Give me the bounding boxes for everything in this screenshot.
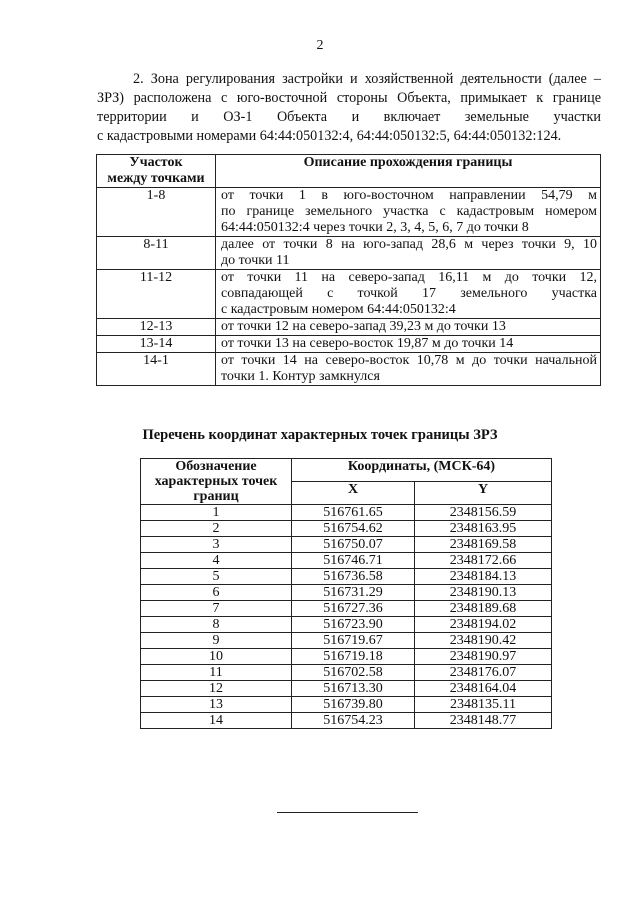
y-coordinate-cell: 2348164.04 bbox=[415, 681, 552, 697]
description-header: Описание прохождения границы bbox=[216, 155, 601, 188]
y-coordinate-cell: 2348148.77 bbox=[415, 713, 552, 729]
table-row bbox=[141, 553, 552, 569]
x-coordinate-cell: 516702.58 bbox=[292, 665, 415, 681]
point-number-cell: 9 bbox=[141, 633, 292, 649]
paragraph-line: 2. Зона регулирования застройки и хозяйственной деятельности (далее – bbox=[133, 71, 601, 87]
x-coordinate-cell: 516761.65 bbox=[292, 505, 415, 521]
point-number-cell: 13 bbox=[141, 697, 292, 713]
table-row bbox=[141, 521, 552, 537]
boundary-description-table bbox=[96, 154, 601, 386]
segment-cell: 8-11 bbox=[97, 237, 216, 270]
description-cell bbox=[216, 188, 601, 237]
point-number-cell: 14 bbox=[141, 713, 292, 729]
y-coordinate-cell: 2348190.13 bbox=[415, 585, 552, 601]
segment-cell: 12-13 bbox=[97, 319, 216, 336]
table-row bbox=[97, 336, 601, 353]
y-coordinate-cell: 2348156.59 bbox=[415, 505, 552, 521]
point-designation-header bbox=[141, 459, 292, 505]
description-cell bbox=[216, 319, 601, 336]
footer-rule bbox=[277, 812, 418, 813]
segment-cell: 1-8 bbox=[97, 188, 216, 237]
coordinates-table bbox=[140, 458, 552, 729]
description-line: по границе земельного участка с кадастровым номером bbox=[221, 204, 597, 219]
point-header-line: Обозначение bbox=[175, 459, 257, 474]
segment-cell: 14-1 bbox=[97, 353, 216, 386]
x-coordinate-cell: 516736.58 bbox=[292, 569, 415, 585]
point-number-cell: 4 bbox=[141, 553, 292, 569]
table-row bbox=[141, 665, 552, 681]
y-coordinate-cell: 2348184.13 bbox=[415, 569, 552, 585]
table-row bbox=[141, 585, 552, 601]
x-coordinate-cell: 516754.23 bbox=[292, 713, 415, 729]
table-row bbox=[141, 505, 552, 521]
point-header-line: характерных точек bbox=[154, 474, 278, 489]
table-row bbox=[97, 188, 601, 237]
paragraph-line: с кадастровыми номерами 64:44:050132:4, 64:44:050132:5, 64:44:050132:124. bbox=[97, 128, 562, 144]
segment-cell: 13-14 bbox=[97, 336, 216, 353]
description-line: далее от точки 8 на юго-запад 28,6 м через точки 9, 10 bbox=[221, 237, 597, 252]
segment-header-line: Участок bbox=[129, 155, 183, 170]
x-coordinate-cell: 516723.90 bbox=[292, 617, 415, 633]
table-row bbox=[141, 537, 552, 553]
point-number-cell: 1 bbox=[141, 505, 292, 521]
point-number-cell: 2 bbox=[141, 521, 292, 537]
point-number-cell: 8 bbox=[141, 617, 292, 633]
description-line: от точки 13 на северо-восток 19,87 м до точки 14 bbox=[221, 336, 514, 351]
description-cell bbox=[216, 336, 601, 353]
description-line: 64:44:050132:4 через точки 2, 3, 4, 5, 6, 7 до точки 8 bbox=[221, 220, 529, 235]
table-row bbox=[141, 617, 552, 633]
y-coordinate-cell: 2348169.58 bbox=[415, 537, 552, 553]
description-line: до точки 11 bbox=[221, 253, 290, 268]
table-row bbox=[141, 681, 552, 697]
description-cell bbox=[216, 237, 601, 270]
description-cell bbox=[216, 270, 601, 319]
table-row bbox=[141, 601, 552, 617]
segment-header-line: между точками bbox=[107, 171, 205, 186]
y-coordinate-cell: 2348190.42 bbox=[415, 633, 552, 649]
x-coordinate-cell: 516719.67 bbox=[292, 633, 415, 649]
y-coordinate-cell: 2348189.68 bbox=[415, 601, 552, 617]
y-coordinate-cell: 2348172.66 bbox=[415, 553, 552, 569]
x-coordinate-cell: 516754.62 bbox=[292, 521, 415, 537]
segment-header bbox=[97, 155, 216, 188]
description-line: от точки 14 на северо-восток 10,78 м до точки начальной bbox=[221, 353, 597, 368]
zone-description-paragraph bbox=[97, 70, 601, 146]
x-coordinate-cell: 516713.30 bbox=[292, 681, 415, 697]
table-row bbox=[141, 713, 552, 729]
table-row bbox=[141, 633, 552, 649]
description-line: с кадастровым номером 64:44:050132:4 bbox=[221, 302, 456, 317]
description-line: от точки 12 на северо-запад 39,23 м до точки 13 bbox=[221, 319, 506, 334]
description-cell bbox=[216, 353, 601, 386]
y-coordinate-cell: 2348163.95 bbox=[415, 521, 552, 537]
y-coordinate-cell: 2348190.97 bbox=[415, 649, 552, 665]
table-row bbox=[141, 697, 552, 713]
paragraph-line: территории и ОЗ-1 Объекта и включает земельные участки bbox=[97, 109, 601, 125]
point-number-cell: 5 bbox=[141, 569, 292, 585]
point-number-cell: 6 bbox=[141, 585, 292, 601]
point-number-cell: 7 bbox=[141, 601, 292, 617]
point-number-cell: 11 bbox=[141, 665, 292, 681]
description-line: от точки 1 в юго-восточном направлении 54,79 м bbox=[221, 188, 597, 203]
segment-cell: 11-12 bbox=[97, 270, 216, 319]
table-header-row bbox=[141, 459, 552, 482]
x-coordinate-cell: 516750.07 bbox=[292, 537, 415, 553]
x-header: X bbox=[292, 482, 415, 505]
table-row bbox=[97, 319, 601, 336]
coordinates-title: Перечень координат характерных точек границы ЗРЗ bbox=[142, 427, 498, 443]
coordinates-header: Координаты, (МСК-64) bbox=[292, 459, 552, 482]
point-number-cell: 10 bbox=[141, 649, 292, 665]
description-line: совпадающей с точкой 17 земельного участка bbox=[221, 286, 597, 301]
point-number-cell: 3 bbox=[141, 537, 292, 553]
table-row bbox=[97, 237, 601, 270]
description-line: от точки 11 на северо-запад 16,11 м до точки 12, bbox=[221, 270, 597, 285]
table-row bbox=[97, 270, 601, 319]
y-coordinate-cell: 2348176.07 bbox=[415, 665, 552, 681]
table-header-row bbox=[97, 155, 601, 188]
x-coordinate-cell: 516746.71 bbox=[292, 553, 415, 569]
description-line: точки 1. Контур замкнулся bbox=[221, 369, 380, 384]
table-row bbox=[141, 569, 552, 585]
table-row bbox=[97, 353, 601, 386]
y-coordinate-cell: 2348194.02 bbox=[415, 617, 552, 633]
y-header: Y bbox=[415, 482, 552, 505]
page-number: 2 bbox=[316, 38, 324, 53]
table-row bbox=[141, 649, 552, 665]
x-coordinate-cell: 516719.18 bbox=[292, 649, 415, 665]
paragraph-line: ЗРЗ) расположена с юго-восточной стороны Объекта, примыкает к границе bbox=[97, 90, 601, 106]
x-coordinate-cell: 516731.29 bbox=[292, 585, 415, 601]
x-coordinate-cell: 516727.36 bbox=[292, 601, 415, 617]
y-coordinate-cell: 2348135.11 bbox=[415, 697, 552, 713]
x-coordinate-cell: 516739.80 bbox=[292, 697, 415, 713]
point-number-cell: 12 bbox=[141, 681, 292, 697]
point-header-line: границ bbox=[193, 489, 239, 504]
